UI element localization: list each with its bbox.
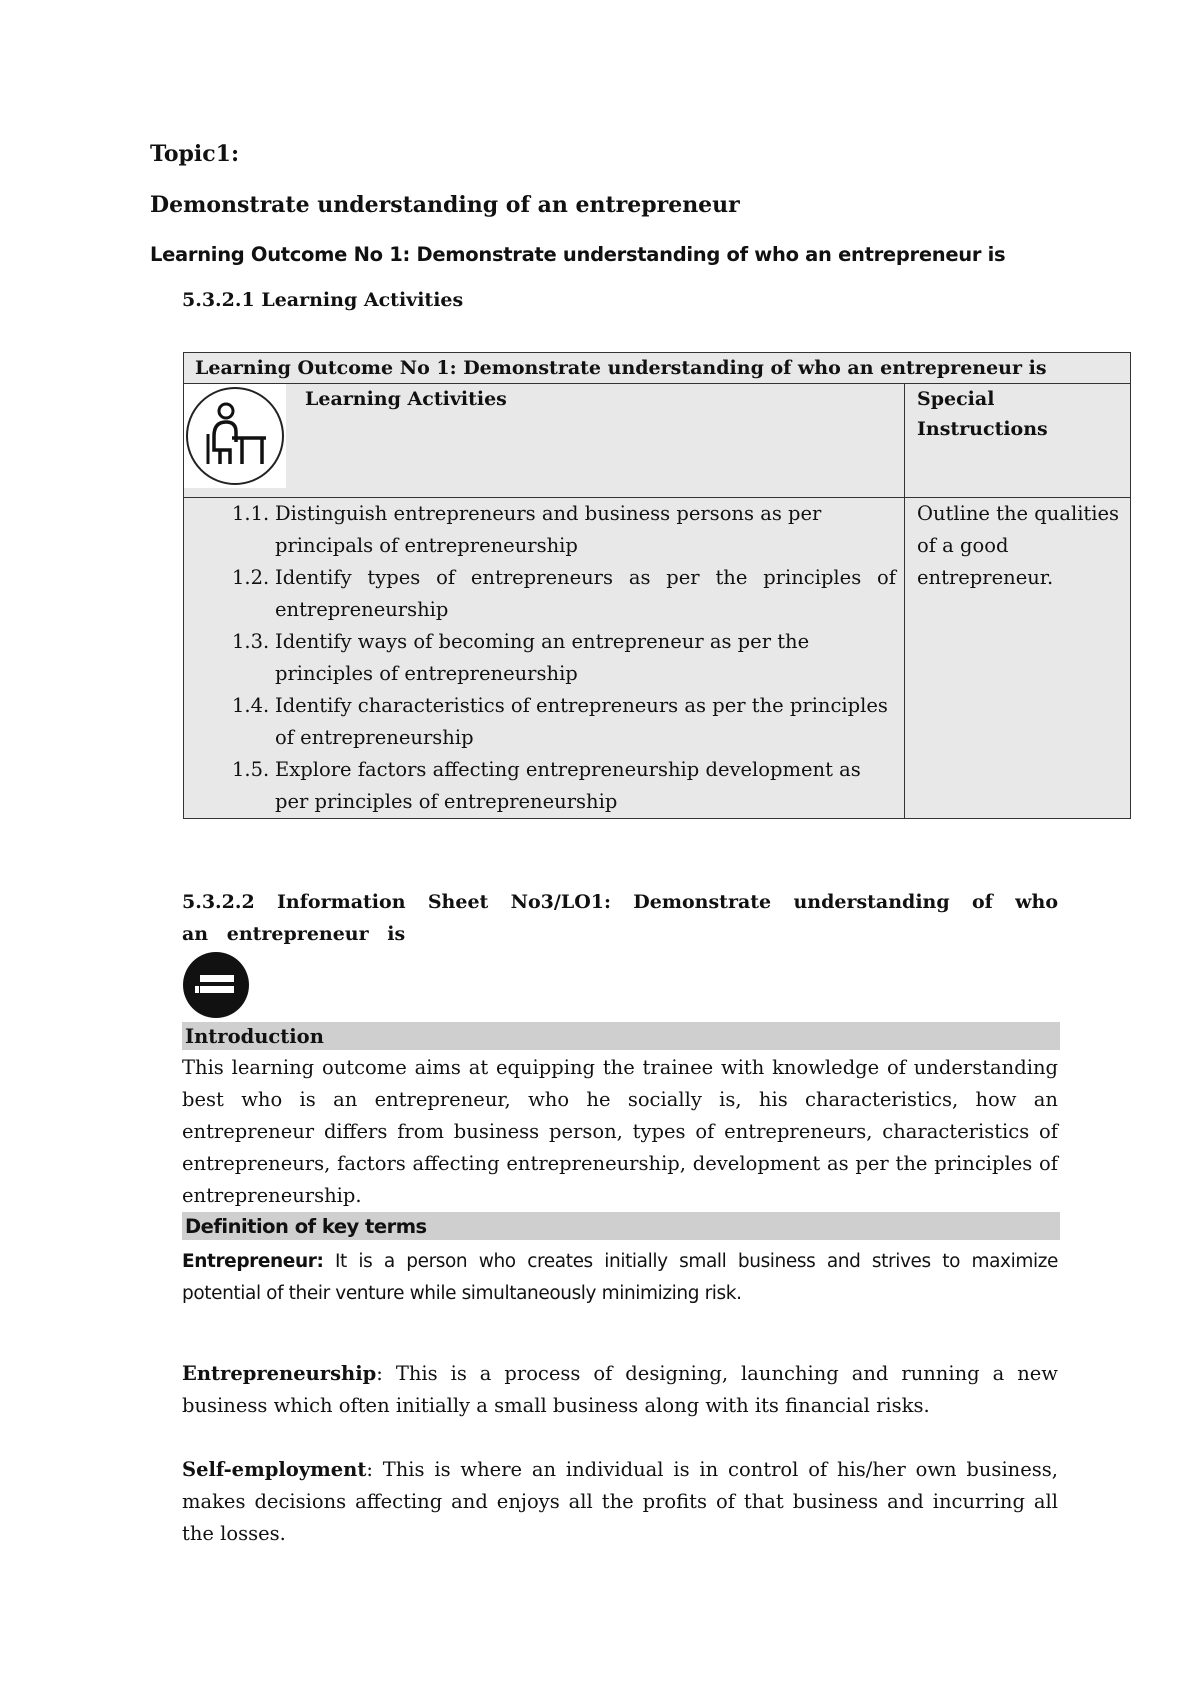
- list-item: [184, 626, 904, 690]
- list-item-number: 1.2.: [232, 566, 270, 589]
- introduction-section-header: [182, 1022, 1060, 1050]
- list-item-text: Explore factors affecting entrepreneurship development as per principles of entrepreneurship: [275, 758, 861, 813]
- learning-outcome-heading: Learning Outcome No 1: Demonstrate understanding of who an entrepreneur is: [150, 243, 1006, 266]
- definition-entrepreneur: [182, 1246, 1058, 1310]
- learner-at-desk-icon: [184, 384, 286, 488]
- information-sheet-icon: [181, 950, 251, 1020]
- definition-term: Entrepreneurship: [182, 1362, 377, 1385]
- definitions-label: Definition of key terms: [185, 1215, 427, 1238]
- list-item: [184, 690, 904, 754]
- list-item-number: 1.3.: [232, 630, 270, 653]
- definition-text: It is a person who creates initially small business and strives to maximize potential of their venture while simultaneously minimizing risk.: [182, 1251, 1058, 1304]
- list-item: [184, 498, 904, 562]
- definition-term: Self-employment: [182, 1458, 367, 1481]
- learning-activities-heading: 5.3.2.1 Learning Activities: [182, 289, 464, 311]
- table-title: Learning Outcome No 1: Demonstrate understanding of who an entrepreneur is: [184, 353, 1131, 384]
- list-item-number: 1.5.: [232, 758, 270, 781]
- topic-title: Demonstrate understanding of an entrepreneur: [150, 192, 740, 218]
- definitions-section-header: [182, 1212, 1060, 1240]
- list-item-number: 1.1.: [232, 502, 270, 525]
- activities-column-label: Learning Activities: [305, 388, 507, 410]
- introduction-text: This learning outcome aims at equipping the trainee with knowledge of understanding best who is an entrepreneur, who he socially is, his characteristics, how an entrepreneur differs from business person, types of entrepreneurs, characteristics of entrepreneurs, factors affecting entrepreneurship, development as per the principles of entrepreneurship.: [182, 1056, 1058, 1207]
- list-item-text: Identify characteristics of entrepreneurs as per the principles of entrepreneurship: [275, 694, 888, 749]
- introduction-label: Introduction: [185, 1025, 324, 1048]
- activities-list-cell: [184, 498, 905, 819]
- definition-self-employment: [182, 1454, 1058, 1550]
- topic-label: Topic1:: [150, 141, 240, 167]
- list-item: [184, 754, 904, 818]
- learning-activities-table: [183, 352, 1131, 819]
- list-item: [184, 562, 904, 626]
- list-item-text: Identify types of entrepreneurs as per the principles of entrepreneurship: [275, 566, 896, 621]
- special-instructions-cell: Outline the qualities of a good entrepreneur.: [905, 498, 1131, 819]
- definition-text: : This is a process of designing, launching and running a new business which often initially a small business along with its financial risks.: [182, 1362, 1058, 1417]
- special-instructions-column-label: Special Instructions: [905, 384, 1131, 498]
- information-sheet-heading: 5.3.2.2 Information Sheet No3/LO1: Demonstrate understanding of who an entrepreneur is: [182, 891, 1058, 945]
- activities-header-cell: [184, 384, 905, 498]
- list-item-text: Identify ways of becoming an entrepreneur as per the principles of entrepreneurship: [275, 630, 810, 685]
- definition-term: Entrepreneur:: [182, 1251, 324, 1272]
- list-item-number: 1.4.: [232, 694, 270, 717]
- definition-text: : This is where an individual is in control of his/her own business, makes decisions affecting and enjoys all the profits of that business and incurring all the losses.: [182, 1458, 1058, 1545]
- definition-entrepreneurship: [182, 1358, 1058, 1422]
- activities-list: [184, 498, 904, 818]
- list-item-text: Distinguish entrepreneurs and business persons as per principals of entrepreneurship: [275, 502, 822, 557]
